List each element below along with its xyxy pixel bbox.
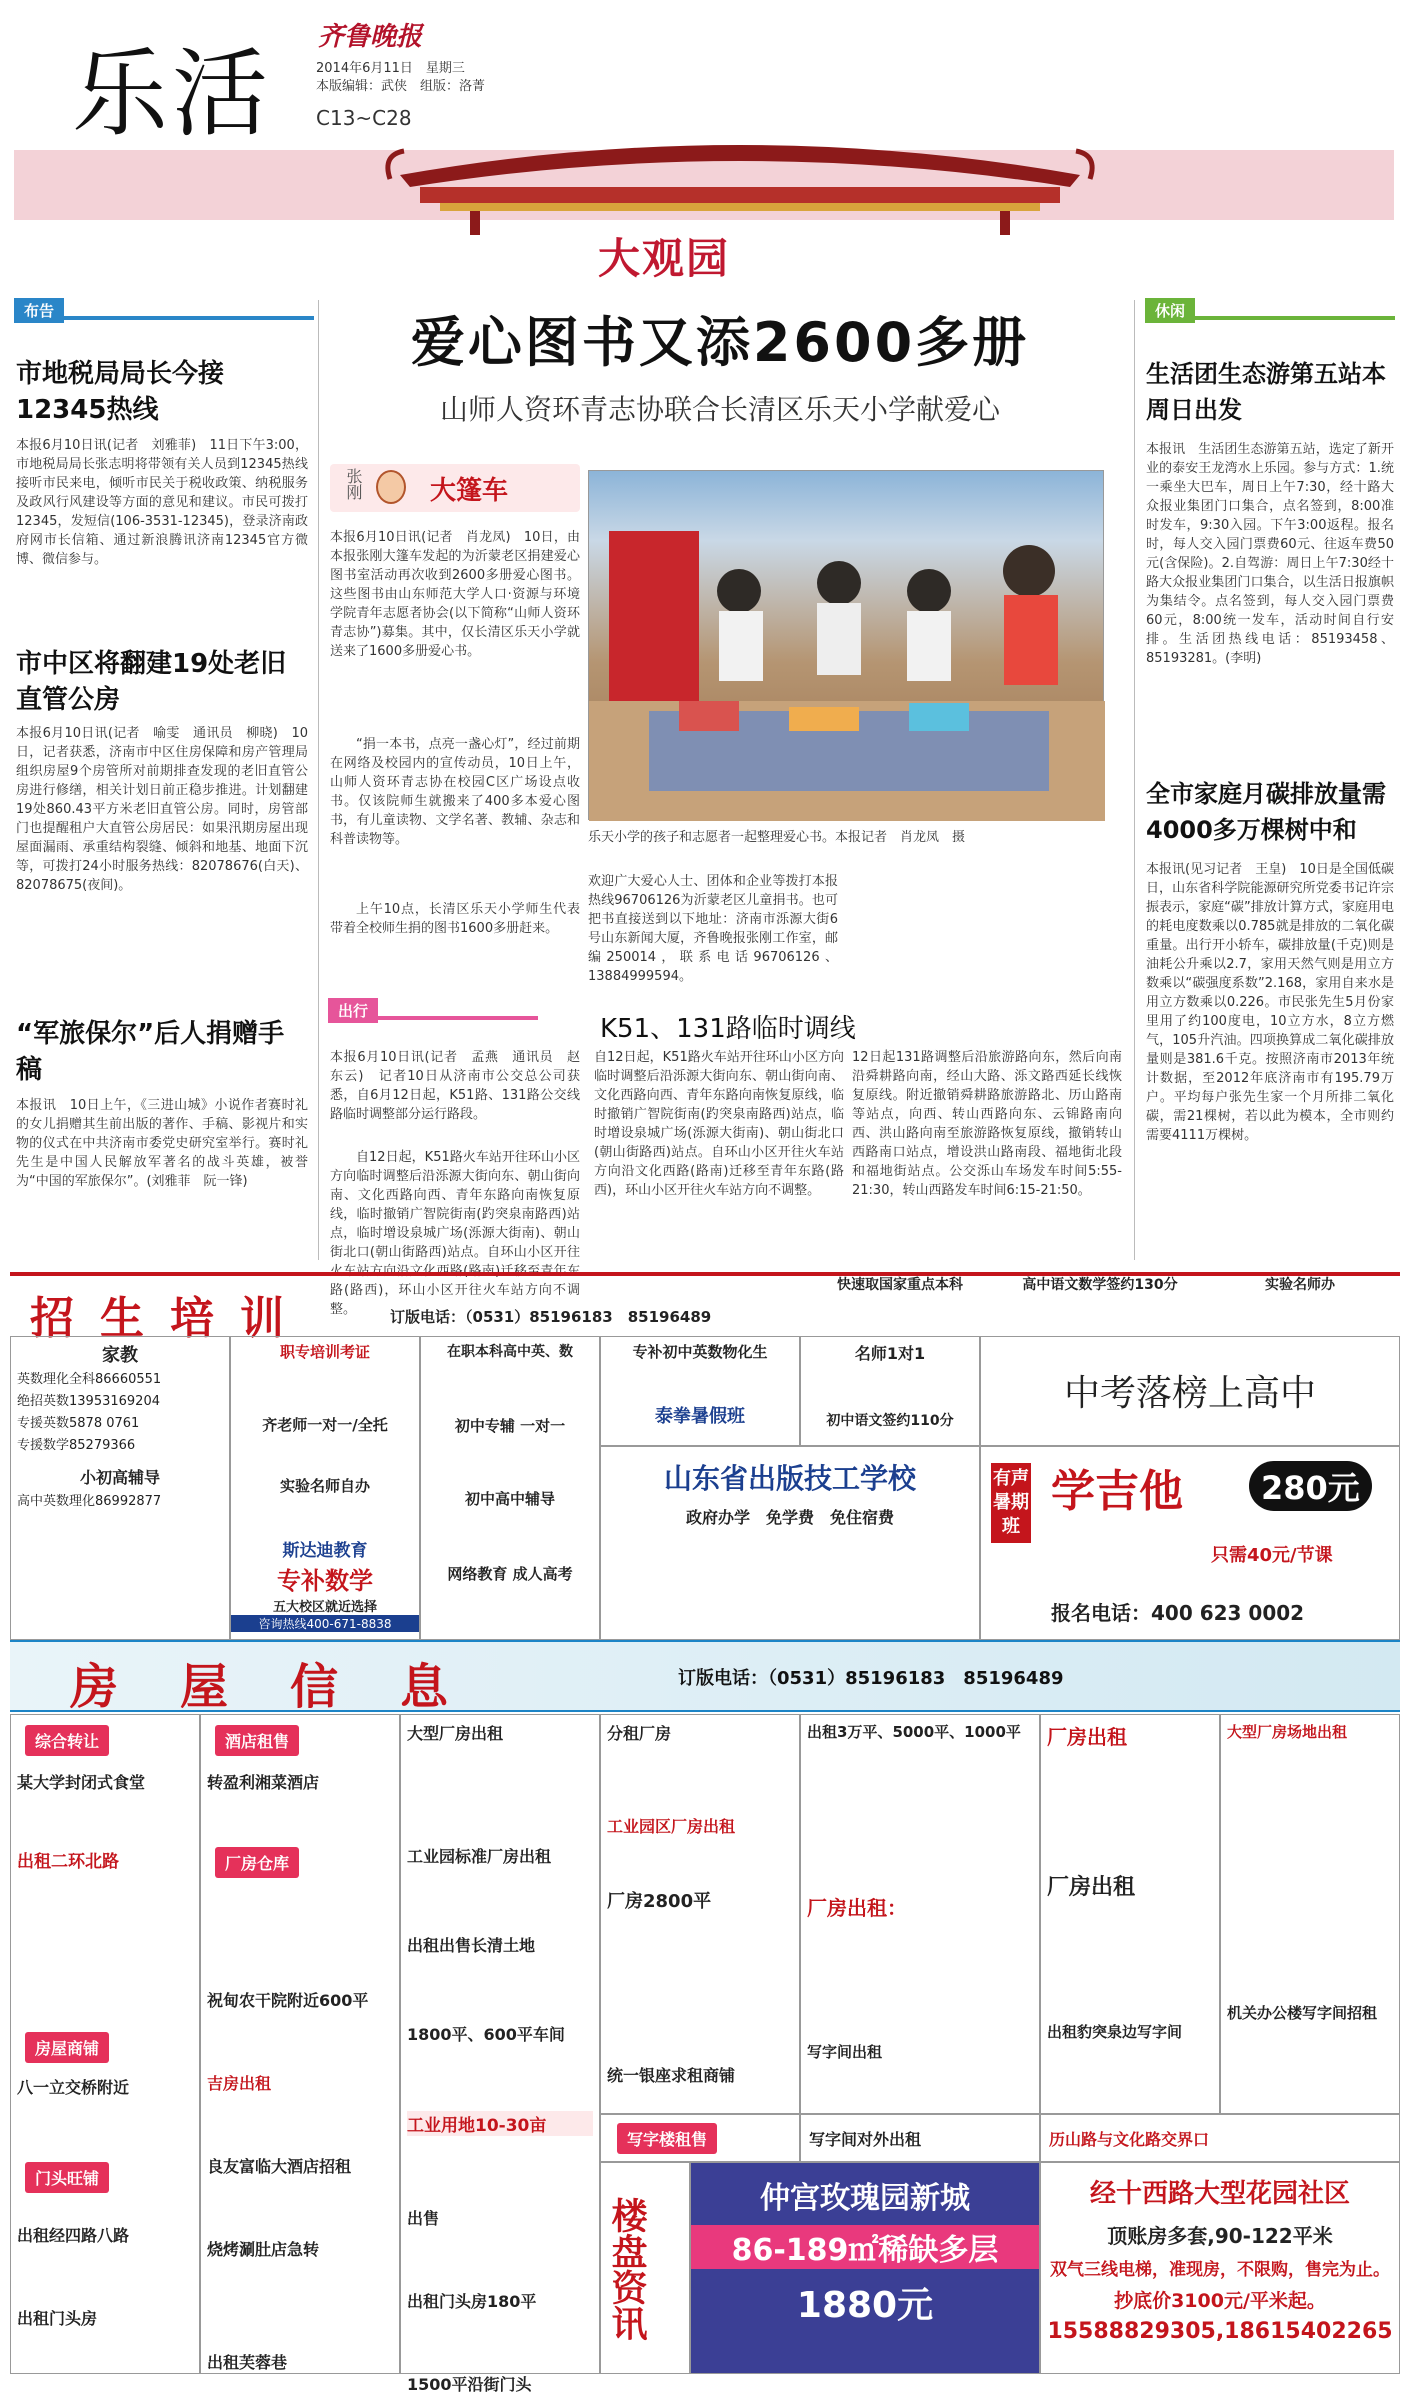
house-col-7: 大型厂房场地出租 机关办公楼写字间招租 (1220, 1714, 1400, 2114)
house-col-3: 大型厂房出租 工业园标准厂房出租 出租出售长清土地 1800平、600平车间 工业用地10-30亩 出售 出租门头房180平 1500平沿街门头 (400, 1714, 600, 2374)
a1-title: 市地税局局长今接12345热线 (16, 359, 225, 425)
office-rent-ad: 写字间对外出租 (800, 2114, 1040, 2162)
a3-title: “军旅保尔”后人捐赠手稿 (16, 1019, 285, 1085)
ad-vocational-box: 职专培训考证 齐老师一对一/全托 实验名师自办 斯达迪教育 专补数学 五大校区就近选择 咨询热线400-671-8838 (230, 1336, 420, 1640)
section-title: 乐活 (72, 38, 272, 150)
masthead-meta (316, 60, 485, 96)
travel-p2-cont: 自12日起，K51路火车站开往环山小区方向临时调整后沿泺源大街向东、朝山街向南、文化西路向西、青年东路向南恢复原线，临时撤销广智院街南(趵突泉南路西)站点，临时增设泉城广场(泺源大街南)、朝山街北口(朝山街路西)站点。自环山小区开往火车站方向沿文化西路(路南)迁移至青年东路(路西)，环山小区开往火车站方向不调整。 (594, 1050, 844, 1198)
tag-travel: 出行 (328, 998, 538, 1020)
ad-publishing-school-box: 山东省出版技工学校 政府办学 免学费 免住宿费 (600, 1446, 980, 1640)
a2-title: 市中区将翻建19处老旧直管公房 (16, 649, 287, 715)
jingshi-west-ad: 经十西路大型花园社区 顶账房多套,90-122平米 双气三线电梯，准现房，不限购，售完为止。 抄底价3100元/平米起。 15588829305,18615402265 (1040, 2162, 1400, 2374)
column-divider-left (318, 300, 319, 1260)
children-sorting-books-photo (589, 471, 1105, 821)
story-p3: 上午10点，长清区乐天小学师生代表带着全校师生捐的图书1600多册赶来。 (330, 902, 580, 936)
date-line: 2014年6月11日 星期三 (316, 61, 465, 76)
house-col-4: 分租厂房 工业园区厂房出租 厂房2800平 统一银座求租商铺 (600, 1714, 800, 2114)
ad-tutor-box: 家教 英数理化全科86660551 绝招英数13953169204 专援英数5878 0761 专援数学85279366 小初高辅导 高中英数理化86992877 (10, 1336, 230, 1640)
edu-phone: 订版电话：（0531）85196183 85196489 (390, 1308, 712, 1326)
r1-title: 生活团生态游第五站本周日出发 (1146, 360, 1386, 424)
column-name: 大篷车 (430, 476, 509, 506)
office-rent-pill: 写字楼租售 (600, 2114, 800, 2162)
story-p2: “捐一本书，点亮一盏心灯”，经过前期在网络及校园内的宣传动员，10日上午，山师人资环青志协在校园C区广场设点收书。仅该院师生就搬来了400多本爱心图书，有儿童读物、文学名著、教辅、杂志和科普读物等。 (330, 737, 580, 847)
paper-logo: 齐鲁晚报 (318, 22, 423, 52)
ad-teacher-box: 实验名师办 (1265, 1277, 1335, 1293)
page-range: C13~C28 (316, 106, 412, 130)
house-banner: 房屋信息 订版电话：（0531）85196183 85196489 (10, 1640, 1400, 1712)
house-col-1: 综合转让 某大学封闭式食堂 出租二环北路 房屋商铺 八一立交桥附近 门头旺铺 出租经四路八路 出租门头房 (10, 1714, 200, 2374)
ad-guitar-box: 有声暑期班 学吉他 280元 只需40元/节课 报名电话：400 623 0002 (980, 1446, 1400, 1640)
house-col-5: 出租3万平、5000平、1000平 厂房出租： 写字间出租 (800, 1714, 1040, 2114)
cartoon-avatar (376, 470, 406, 504)
travel-p3: 12日起131路调整后沿旅游路向东，然后向南沿舜耕路向南，经山大路、泺文路西延长线恢复原线。附近撤销舜耕路旅游路北、历山路南等站点，向西、转山西路向东、云锦路南向西、洪山路向南至旅游路恢复原线，撤销转山西路南口站点，增设洪山路南段、福地街北段和福地街站点。公交泺山车场发车时间5:55-21:30，转山西路发车时间6:15-21:50。 (852, 1050, 1122, 1198)
story-p4-a: 欢迎广大爱心人士、团体和企业等拨打本报热线96706126为沂蒙老区儿童捐书。也可把书直接送到以下地址：济南市泺源大街6号山东新闻大厦，齐鲁晚报张刚工作室，邮编250014，联系电话96706126、13884999594。 (588, 874, 838, 984)
ad-junior-box: 专补初中英数物化生 泰拳暑假班 (600, 1336, 800, 1446)
ad-key-university-box: 快速取国家重点本科 (837, 1277, 963, 1293)
ad-high-school-box: 中考落榜上高中 (980, 1336, 1400, 1446)
travel-title: K51、131路临时调线 (600, 1014, 856, 1044)
a1-body: 本报6月10日讯(记者 刘雅菲) 11日下午3:00，市地税局局长张志明将带领有关人员到12345热线接听市民来电，倾听市民关于税收政策、纳税服务及政风行风建设等方面的意见和建议。市民可拨打12345，发短信(106-3531-12345)，登录济南政府网市长信箱、通过新浪腾讯济南12345官方微博、微信参与。 (16, 438, 308, 567)
subheadline: 山师人资环青志协联合长清区乐天小学献爱心 (439, 393, 1000, 426)
r1-body: 本报讯 生活团生态游第五站，选定了新开业的泰安王龙湾水上乐园。参与方式：1.统一乘坐大巴车，周日上午7:30，经十路大众报业集团门口集合，点名签到，8:00准时发车，9:30入园。下午3:00返程。报名时，每人交入园门票费60元、往返车费50元(含保险)。2.自驾游：周日上午7:30经十路大众报业集团门口集合，以生活日报旗帜为集结令。点名签到，每人交入园门票费60元，8:00统一发车，活动时间自行安排。生活团热线电话：85193458、85193281。(李明) (1146, 442, 1394, 666)
edu-banner: 招生培训 (30, 1293, 310, 1344)
r2-body: 本报讯(见习记者 王皇) 10日是全国低碳日，山东省科学院能源研究所党委书记许宗振表示，家庭“碳”排放计算方式，家庭用电的耗电度数乘以0.785就是排放的二氧化碳重量。出行开小轿车，碳排放量(千克)则是油耗公升乘以2.7，家用天然气则是用立方数乘以“碳强度系数”2.168，家用自来水是用立方数乘以0.226。市民张先生5月份家里用了约100度电，10立方水，8立方燃气，105升汽油。四项换算成二氧化碳排放量则是381.6千克。按照济南市2013年统计数据，至2012年底济南市有195.79万户。平均每户张先生家一个月所排二氧化碳，需21棵树，若以此为模本，全市则约需要4111万棵树。 (1146, 862, 1394, 1143)
tag-leisure: 休闲 (1145, 298, 1395, 320)
column-badge (330, 464, 580, 512)
photo-caption: 乐天小学的孩子和志愿者一起整理爱心书。本报记者 肖龙凤 摄 (588, 830, 966, 845)
ad-one-on-one-box: 名师1对1 初中语文签约110分 (800, 1336, 980, 1446)
house-col-6: 厂房出租 厂房出租 出租豹突泉边写字间 (1040, 1714, 1220, 2114)
ad-night-school-box: 在职本科高中英、数 初中专辅 一对一 初中高中辅导 网络教育 成人高考 (420, 1336, 600, 1640)
editors-line: 本版编辑：武侠 组版：洛菁 (316, 79, 486, 94)
column-divider-right (1134, 300, 1135, 1260)
ad-chinese-math-box: 高中语文数学签约130分 (1022, 1277, 1178, 1293)
a3-body: 本报讯 10日上午，《三进山城》小说作者赛时礼的女儿捐赠其生前出版的著作、手稿、影视片和实物的仪式在中共济南市委党史研究室举行。赛时礼先生是中国人民解放军著名的战斗英雄，被誉为“中国的军旅保尔”。(刘雅菲 阮一锋) (16, 1098, 308, 1189)
pavilion-roof-illustration (380, 95, 1100, 235)
lishan-ad: 历山路与文化路交界口 (1040, 2114, 1400, 2162)
headline: 爱心图书又添2600多册 (410, 311, 1030, 374)
news-photo (588, 470, 1104, 820)
travel-p1: 本报6月10日讯(记者 孟燕 通讯员 赵东云) 记者10日从济南市公交总公司获悉，自6月12日起，K51路、131路公交线路临时调整部分运行路段。 (330, 1050, 580, 1122)
tag-notice: 布告 (14, 298, 314, 320)
travel-p2: 自12日起，K51路火车站开往环山小区方向临时调整后沿泺源大街向东、朝山街向南、文化西路向西、青年东路向南恢复原线，临时撤销广智院街南(趵突泉南路西)站点，临时增设泉城广场(泺源大街南)、朝山街北口(朝山街路西)站点。自环山小区开往 路(路西)，环山小区开往火车站方向不调整。 (330, 1150, 580, 1317)
brand-logo: 大观园 (598, 234, 731, 283)
story-p1: 本报6月10日讯(记者 肖龙凤) 10日，由本报张刚大篷车发起的为沂蒙老区捐建爱心图书室活动再次收到2600多册爱心图书。这些图书由山东师范大学人口·资源与环境学院青年志愿者协会(以下简称“山师人资环青志协”)募集。其中，仅长清区乐天小学就送来了1600多册爱心书。 (330, 530, 580, 659)
house-col-2: 酒店租售 转盈利湘菜酒店 厂房仓库 祝甸农干院附近600平 吉房出租 良友富临大酒店招租 烧烤涮肚店急转 出租芙蓉巷 (200, 1714, 400, 2374)
real-estate-info-tag: 楼盘资讯 (600, 2162, 690, 2374)
r2-title: 全市家庭月碳排放量需4000多万棵树中和 (1146, 780, 1386, 844)
a2-body: 本报6月10日讯(记者 喻雯 通讯员 柳晓) 10日，记者获悉，济南市中区住房保障和房产管理局组织房屋9个房管所对前期排查发现的老旧直管公房进行修缮，相关计划日前正稳步推进。计划翻建19处860.43平方米老旧直管公房。同时，房管部门也提醒租户大直管公房居民：如果汛期房屋出现屋面漏雨、承重结构裂缝、倾斜和地基、地面下沉等，可拨打24小时服务热线：82078676(白天)、82078675(夜间)。 (16, 726, 308, 893)
column-author: 张刚 (344, 468, 363, 500)
rose-garden-ad: 仲宫玫瑰园新城 86-189㎡稀缺多层 1880元 (690, 2162, 1040, 2374)
